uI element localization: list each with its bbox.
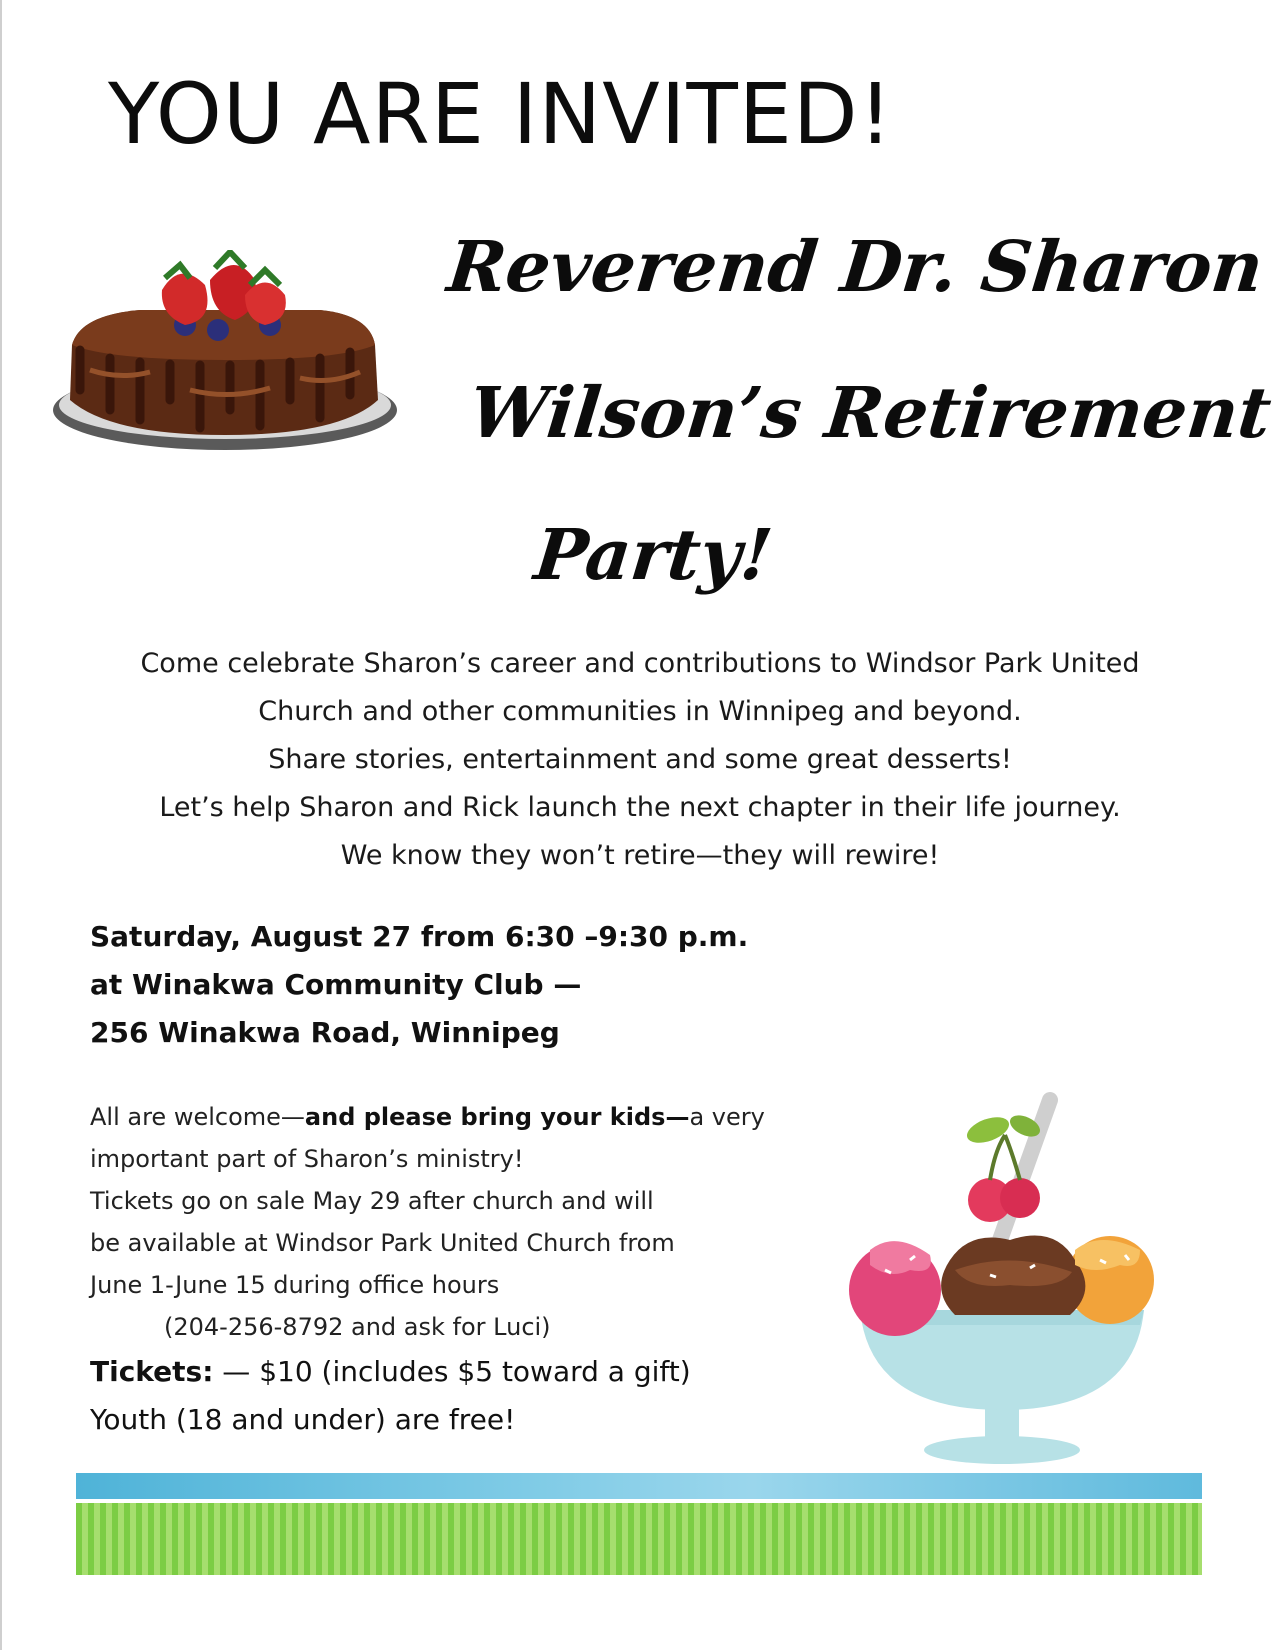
details-line: June 1-June 15 during office hours bbox=[90, 1271, 500, 1299]
contact-line: (204-256-8792 and ask for Luci) bbox=[164, 1313, 551, 1341]
welcome-pre: All are welcome— bbox=[90, 1103, 305, 1131]
title-line-2: Wilson’s Retirement bbox=[465, 371, 1275, 454]
headline: YOU ARE INVITED! bbox=[108, 65, 894, 163]
intro-line: We know they won’t retire—they will rewire! bbox=[340, 840, 940, 871]
title-line-1: Reverend Dr. Sharon bbox=[443, 225, 1268, 308]
ice-cream-sundae-icon bbox=[840, 1090, 1170, 1470]
event-address: 256 Winakwa Road, Winnipeg bbox=[90, 1016, 560, 1049]
intro-paragraph bbox=[90, 640, 1190, 880]
decorative-blue-band bbox=[76, 1473, 1202, 1499]
event-info bbox=[90, 913, 748, 1057]
chocolate-cake-with-strawberries-icon bbox=[40, 250, 410, 490]
ticket-details bbox=[90, 1096, 765, 1444]
decorative-green-stripes bbox=[76, 1503, 1202, 1575]
details-line: be available at Windsor Park United Church from bbox=[90, 1229, 675, 1257]
details-line: Tickets go on sale May 29 after church and will bbox=[90, 1187, 654, 1215]
intro-line: Come celebrate Sharon’s career and contributions to Windsor Park United bbox=[140, 648, 1140, 679]
tickets-line bbox=[90, 1348, 765, 1396]
youth-line: Youth (18 and under) are free! bbox=[90, 1403, 516, 1436]
welcome-line bbox=[90, 1096, 765, 1138]
welcome-post: a very bbox=[689, 1103, 765, 1131]
page-edge-rule bbox=[0, 0, 2, 1650]
welcome-bold: and please bring your kids— bbox=[304, 1103, 690, 1131]
tickets-price: — $10 (includes $5 toward a gift) bbox=[213, 1355, 691, 1388]
intro-line: Church and other communities in Winnipeg and beyond. bbox=[258, 696, 1022, 727]
intro-line: Let’s help Sharon and Rick launch the next chapter in their life journey. bbox=[159, 792, 1121, 823]
intro-line: Share stories, entertainment and some great desserts! bbox=[268, 744, 1012, 775]
tickets-label: Tickets: bbox=[90, 1355, 214, 1388]
event-venue: at Winakwa Community Club — bbox=[90, 968, 582, 1001]
title-line-3: Party! bbox=[530, 513, 777, 596]
event-date-time: Saturday, August 27 from 6:30 –9:30 p.m. bbox=[90, 920, 749, 953]
details-line: important part of Sharon’s ministry! bbox=[90, 1145, 524, 1173]
